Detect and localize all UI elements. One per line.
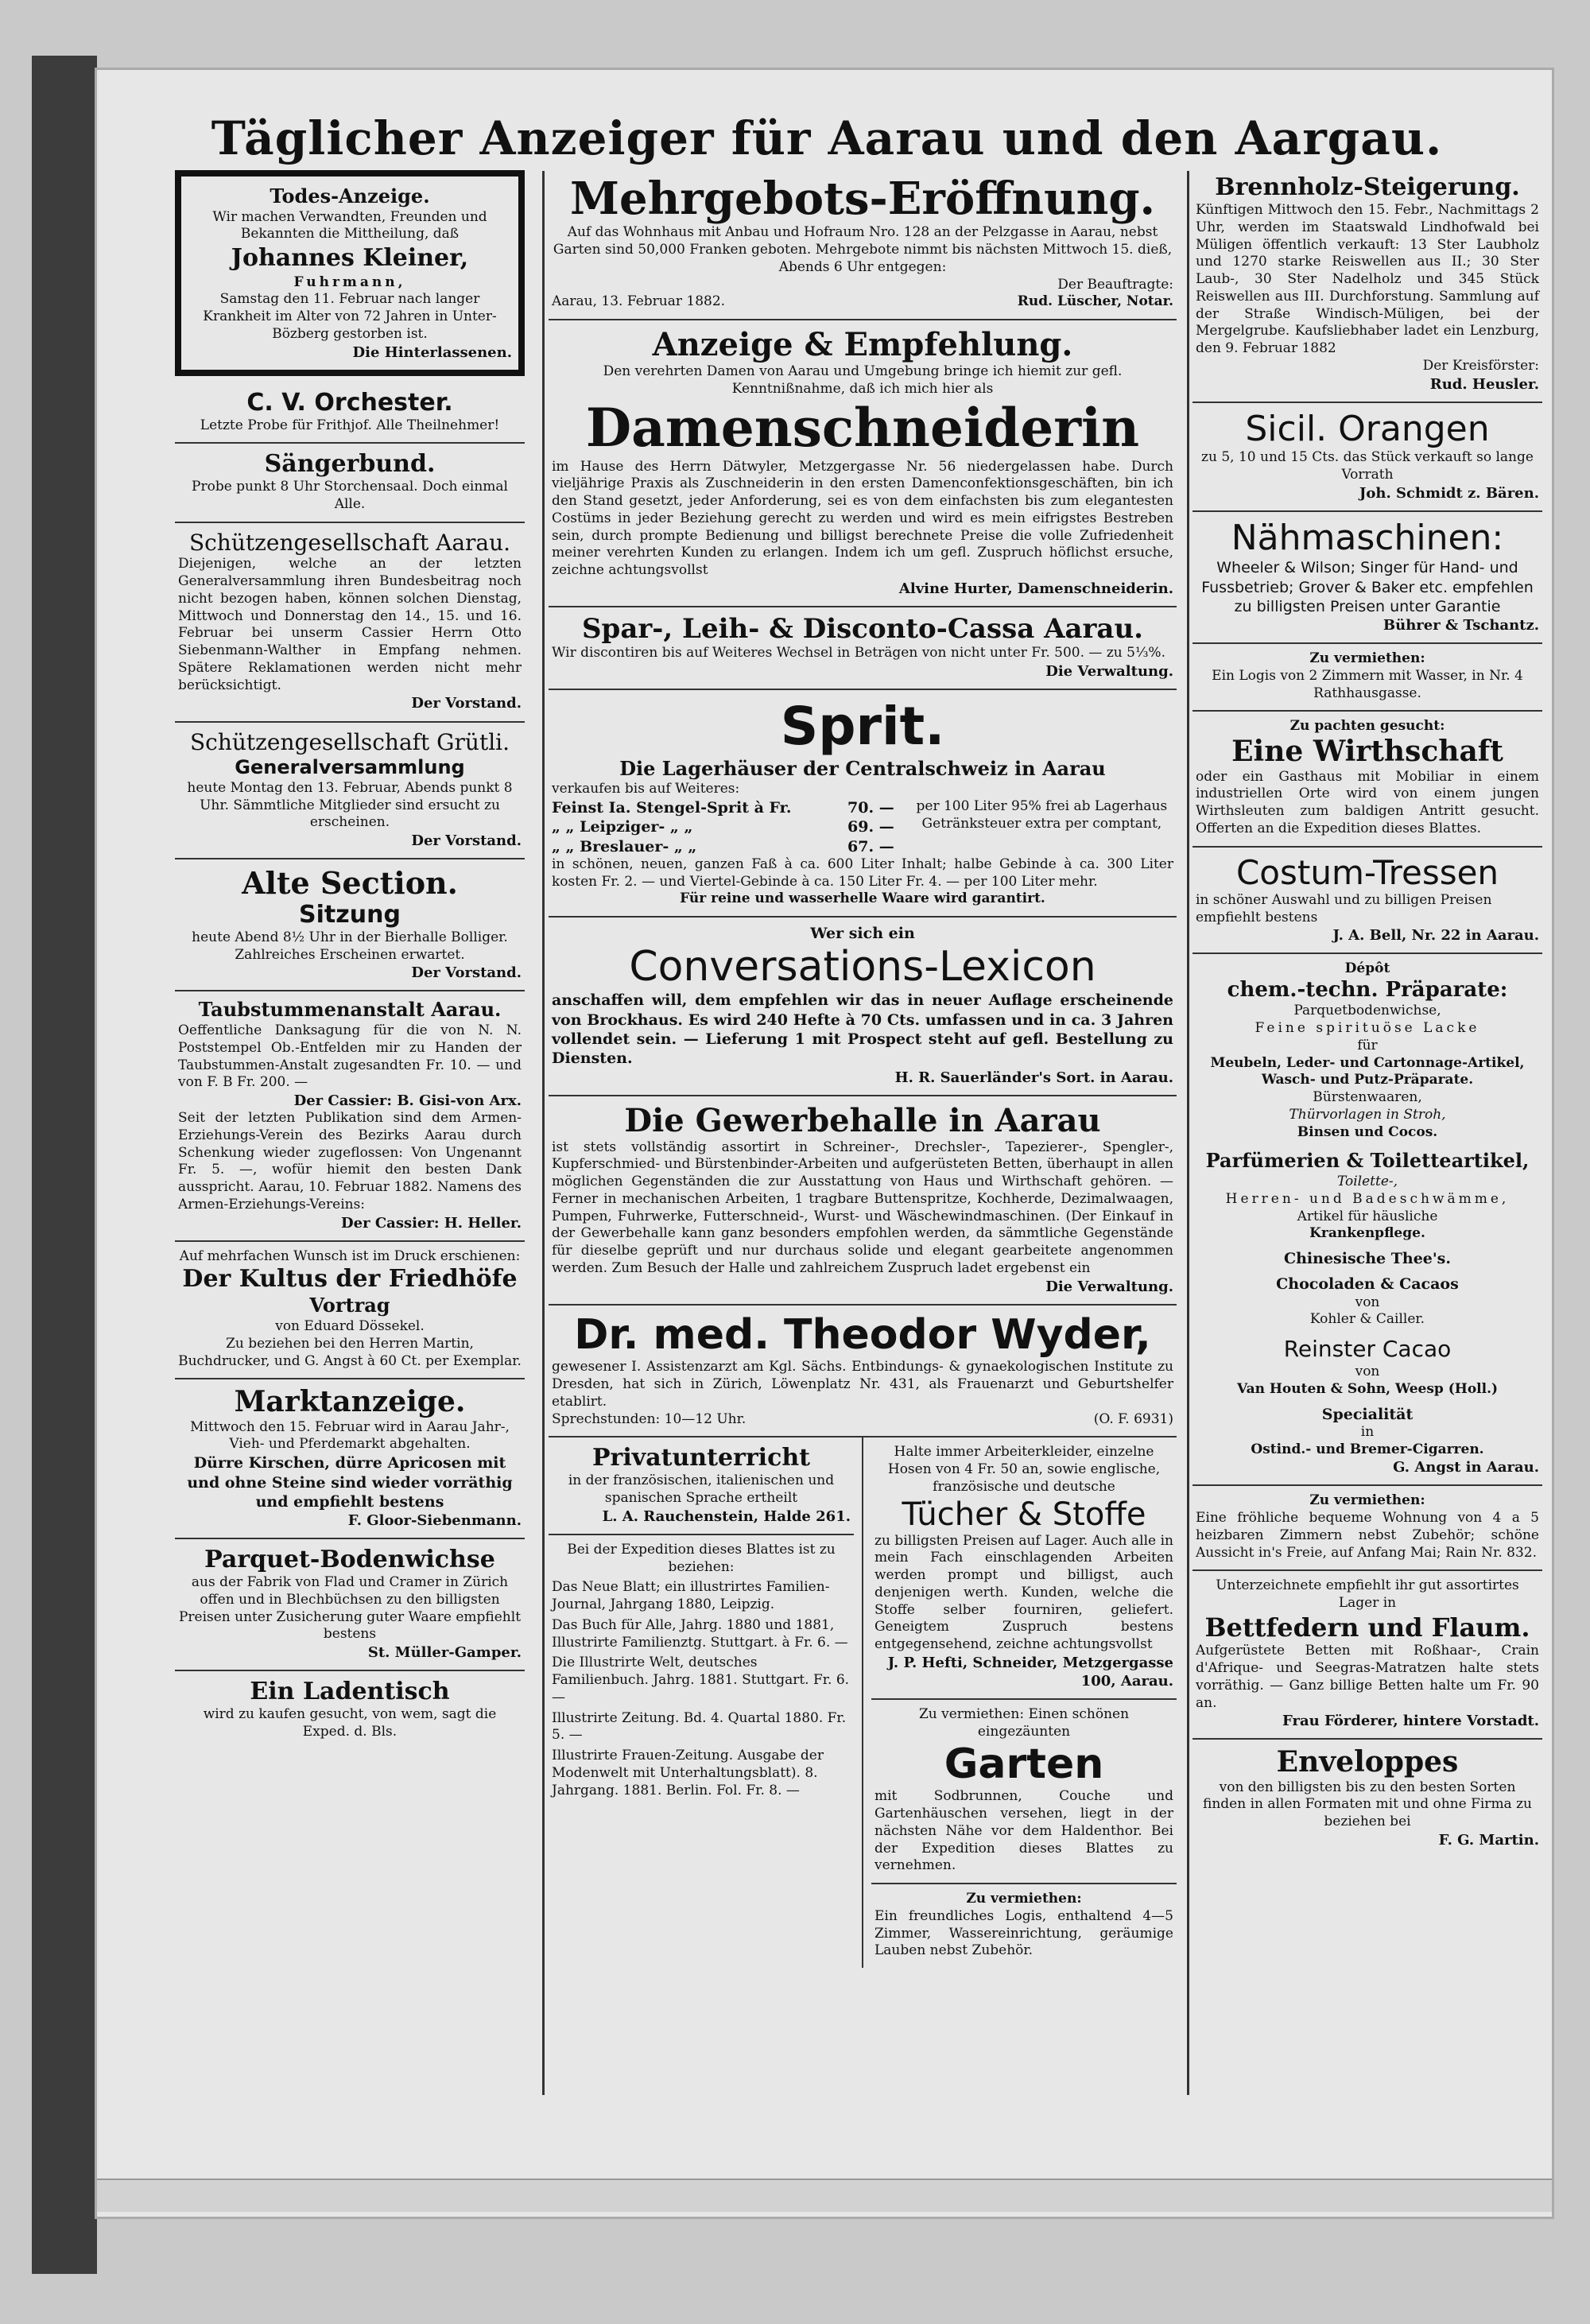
doctor-footer (552, 1411, 1173, 1429)
garden-notice (871, 1700, 1177, 1884)
periodicals-item: Illustrirte Frauen-Zeitung. Ausgabe der Modenwelt mit Unterhaltungsblatt). 8. Jahrgang. 1881. Berlin. Fol. Fr. 8. — (552, 1748, 824, 1798)
cemetery-body: Zu beziehen bei den Herren Martin, Buchdrucker, und G. Angst à 60 Ct. per Exemplar. (178, 1335, 522, 1369)
apartment-body: Eine fröhliche bequeme Wohnung von 4 a 5 heizbaren Zimmern nebst Zubehör; schöne Aussicht in's Freie, auf Anfang Mai; Rain Nr. 832. (1196, 1510, 1539, 1561)
oranges-body: zu 5, 10 und 15 Cts. das Stück verkauft so lange Vorrath (1201, 449, 1534, 483)
depot-notice (1192, 954, 1542, 1486)
savings-bank-title: Spar-, Leih- & Disconto-Cassa Aarau. (582, 612, 1143, 645)
choir-body: Probe punkt 8 Uhr Storchensaal. Doch einmal Alle. (192, 479, 508, 513)
braid-body: in schöner Auswahl und zu billigen Preisen empfiehlt bestens (1196, 891, 1492, 925)
column-right (1192, 167, 1542, 1857)
firewood-signature: Rud. Heusler. (1429, 375, 1539, 393)
auction-title: Mehrgebots-Eröffnung. (569, 173, 1156, 225)
perfume-line: Krankenpflege. (1309, 1225, 1425, 1242)
auction-signature: Rud. Lüscher, Notar. (1017, 293, 1173, 310)
chocolate-by: von (1355, 1294, 1380, 1310)
gruetli-subtitle: Generalversammlung (235, 756, 465, 779)
market-bold: Dürre Kirschen, dürre Apricosen mit und ohne Steine sind wieder vorräthig und empfiehlt bestens (187, 1454, 513, 1511)
section-notice (175, 859, 525, 991)
floor-wax-signature: St. Müller-Gamper. (367, 1644, 522, 1662)
oranges-title: Sicil. Orangen (1245, 408, 1490, 449)
death-notice-body: Samstag den 11. Februar nach langer Krankheit im Alter von 72 Jahren in Unter-Bözberg gestorben ist. (203, 291, 497, 342)
auction-date: Aarau, 13. Februar 1882. (552, 293, 726, 310)
gruetli-signature: Der Vorstand. (411, 832, 522, 850)
section-subtitle: Sitzung (299, 900, 401, 929)
market-title: Marktanzeige. (234, 1385, 466, 1419)
flat-head: Zu vermiethen: (966, 1891, 1082, 1907)
cemetery-title: Der Kultus der Friedhöfe (182, 1265, 518, 1294)
market-notice (175, 1379, 525, 1539)
bedding-body: Aufgerüstete Betten mit Roßhaar-, Crain d'Afrique- und Seegras-Matratzen halte stets vorräthig. — Ganz billige Betten halte um Fr. 90 an. (1196, 1643, 1539, 1711)
spirit-row (552, 837, 894, 856)
perfume-line: Artikel für häusliche (1297, 1208, 1438, 1224)
doctor-hours: Sprechstunden: 10—12 Uhr. (552, 1410, 747, 1427)
spirit-row (552, 798, 894, 817)
perfume-line: Toilette-, (1336, 1174, 1398, 1190)
apartment-notice (1192, 1486, 1542, 1571)
savings-bank-notice (549, 607, 1177, 690)
orchestra-title: C. V. Orchester. (246, 388, 453, 417)
flat-notice (871, 1884, 1177, 1968)
death-notice-signature: Die Hinterlassenen. (352, 343, 512, 361)
braid-signature: J. A. Bell, Nr. 22 in Aarau. (1332, 927, 1539, 945)
auction-notice (549, 167, 1177, 320)
deaf-institute-notice (175, 991, 525, 1241)
depot-line: Binsen und Cocos. (1297, 1123, 1438, 1140)
dressmaker-notice (549, 320, 1177, 607)
doctor-code: (O. F. 6931) (1093, 1410, 1173, 1427)
spirit-note: per 100 Liter 95% frei ab Lagerhaus Getränksteuer extra per comptant, (916, 798, 1168, 832)
trade-hall-notice (549, 1096, 1177, 1306)
column-middle (549, 167, 1177, 1968)
periodicals-item: Illustrirte Zeitung. Bd. 4. Quartal 1880. Fr. 5. — (552, 1709, 847, 1744)
cloth-title: Tücher & Stoffe (902, 1496, 1146, 1533)
depot-head: Dépôt (1344, 960, 1390, 977)
spirit-intro: verkaufen bis auf Weiteres: (552, 781, 740, 797)
sewing-title: Nähmaschinen: (1231, 517, 1504, 558)
firewood-notice (1192, 167, 1542, 403)
middle-split-left (549, 1437, 863, 1968)
depot-line: für (1357, 1037, 1378, 1053)
dressmaker-big: Damenschneiderin (585, 396, 1140, 459)
depot-line: Meubeln, Leder- und Cartonnage-Artikel, (1210, 1054, 1525, 1071)
doctor-title: Dr. med. Theodor Wyder, (574, 1310, 1151, 1359)
cemetery-author: von Eduard Dössekel. (275, 1318, 425, 1335)
death-notice (175, 170, 525, 376)
envelopes-signature: F. G. Martin. (1438, 1831, 1539, 1849)
specialty-in: in (1360, 1423, 1375, 1440)
cemetery-lecture-notice (175, 1242, 525, 1380)
bedding-notice (1192, 1571, 1542, 1740)
depot-line: Thürvorlagen in Stroh, (1289, 1106, 1446, 1123)
trade-hall-title: Die Gewerbehalle in Aarau (624, 1101, 1101, 1139)
auction-body: Auf das Wohnhaus mit Anbau und Hofraum Nro. 128 an der Pelzgasse in Aarau, nebst Garten sind 50,000 Franken geboten. Mehrgebote nimmt bis nächsten Mittwoch 15. dieß, Abends 6 Uhr entgegen: (553, 224, 1173, 275)
savings-bank-signature: Die Verwaltung. (1045, 662, 1173, 680)
tea-line: Chinesische Thee's. (1283, 1250, 1451, 1268)
dressmaker-body: im Hause des Herrn Dätwyler, Metzgergasse Nr. 56 niedergelassen habe. Durch vieljährige Praxis als Zuschneiderin in den ersten Damenconfektionsgeschäften, bin ich den Stand gesetzt, jeder Anforderung, sei es von dem einfachsten bis zum elegantesten Costüms in jeder Beziehung gerecht zu werden und wird es mein eifrigstes Bestreben sein, durch prompte Bedienung und billigst berechnete Preise die volle Zufriedenheit meiner verehrten Kunden zu erlangen. Indem ich um gefl. Zuspruch höflichst ersuche, zeichne achtungsvollst (552, 458, 1173, 579)
shooting-club-signature: Der Vorstand. (411, 695, 522, 712)
cloth-notice (871, 1437, 1177, 1700)
spirit-rows (552, 798, 894, 856)
sewing-signature: Bührer & Tschantz. (1383, 617, 1539, 634)
counter-title: Ein Ladentisch (250, 1678, 450, 1706)
depot-title: chem.-techn. Präparate: (1227, 978, 1508, 1003)
periodicals-intro: Bei der Expedition dieses Blattes ist zu beziehen: (567, 1541, 836, 1575)
deaf-institute-body2: Seit der letzten Publikation sind dem Armen-Erziehungs-Verein des Bezirks Aarau durch Schenkung wieder zugeflossen: Von Ungenannt Fr. 5. —, wofür hiemit den besten Dank ausspricht. Aarau, 10. Februar 1882. Namens des Armen-Erziehungs-Vereins: (178, 1110, 522, 1212)
garden-body: mit Sodbrunnen, Couche und Gartenhäuschen versehen, liegt in der nächsten Nähe vor dem Haldenthor. Bei der Expedition dieses Blattes zu vernehmen. (874, 1788, 1173, 1874)
garden-intro: Zu vermiethen: Einen schönen eingezäunten (918, 1706, 1130, 1740)
envelopes-notice (1192, 1740, 1542, 1857)
braid-title: Costum-Tressen (1235, 852, 1499, 892)
sewing-body: Wheeler & Wilson; Singer für Hand- und Fussbetrieb; Grover & Baker etc. empfehlen zu billigsten Preisen unter Garantie (1201, 559, 1534, 615)
floor-wax-title: Parquet-Bodenwichse (204, 1546, 495, 1574)
lodging-body: Ein Logis von 2 Zimmern mit Wasser, in Nr. 4 Rathhausgasse. (1212, 667, 1523, 701)
lexicon-body: anschaffen will, dem empfehlen wir das in neuer Auflage erscheinende von Brockhaus. Es wird 240 Hefte à 70 Cts. umfassen und in ca. 3 Jahren vollendet sein. — Lieferung 1 mit Prospect steht auf gefl. Bestellung zu Diensten. (552, 991, 1173, 1068)
oranges-notice (1192, 403, 1542, 512)
shooting-club-body: Diejenigen, welche an der letzten Generalversammlung ihren Bundesbeitrag noch nicht bezogen haben, können solchen Dienstag, Mittwoch und Donnerstag den 14., 15. und 16. Februar bei unserm Cassier Herrn Otto Siebenmann-Walther in Empfang nehmen. Spätere Reklamationen werden nicht mehr berücksichtigt. (178, 556, 522, 693)
spirit-row-label: Feinst Ia. Stengel-Sprit à Fr. (552, 799, 792, 817)
spirit-row-label: „ „ Leipziger- „ „ (552, 818, 693, 836)
periodicals-notice (549, 1535, 854, 1808)
column-left (175, 167, 525, 1749)
market-body: Mittwoch den 15. Februar wird in Aarau Jahr-, Vieh- und Pferdemarkt abgehalten. (190, 1418, 510, 1453)
spirit-row-price: 69. — (847, 818, 894, 836)
counter-body: wird zu kaufen gesucht, von wem, sagt die Exped. d. Bls. (203, 1706, 497, 1740)
firewood-title: Brennholz-Steigerung. (1215, 173, 1520, 201)
oranges-signature: Joh. Schmidt z. Bären. (1359, 484, 1539, 502)
spirit-guarantee: Für reine und wasserhelle Waare wird garantirt. (680, 890, 1045, 907)
savings-bank-body: Wir discontiren bis auf Weiteres Wechsel in Beträgen von nicht unter Fr. 500. — zu 5⅓%. (552, 644, 1165, 661)
specialty-body: Ostind.- und Bremer-Cigarren. (1251, 1441, 1484, 1457)
tutoring-signature: L. A. Rauchenstein, Halde 261. (602, 1507, 851, 1525)
inn-head: Zu pachten gesucht: (1289, 718, 1445, 735)
specialty-line: Specialität (1321, 1405, 1414, 1423)
middle-split-right (863, 1437, 1177, 1968)
choir-notice (175, 444, 525, 523)
death-notice-title: Todes-Anzeige. (270, 184, 430, 208)
auction-footer (552, 293, 1173, 311)
periodicals-item: Die Illustrirte Welt, deutsches Familienbuch. Jahrg. 1881. Stuttgart. Fr. 6. — (552, 1655, 850, 1705)
lexicon-notice (549, 918, 1177, 1096)
gruetli-notice (175, 723, 525, 860)
spirit-body: in schönen, neuen, ganzen Faß à ca. 600 Liter Inhalt; halbe Gebinde à ca. 300 Liter kosten Fr. 2. — und Viertel-Gebinde à ca. 150 Liter Fr. 4. — per 100 Liter mehr. (552, 855, 1173, 890)
inn-title: Eine Wirthschaft (1231, 735, 1503, 769)
braid-notice (1192, 848, 1542, 955)
spirit-pricelist (552, 798, 1173, 856)
column-rule-1 (542, 171, 545, 2095)
bedding-signature: Frau Förderer, hintere Vorstadt. (1282, 1713, 1539, 1730)
depot-line: Feine spirituöse Lacke (1255, 1020, 1480, 1037)
deaf-institute-body1: Oeffentliche Danksagung für die von N. N. Poststempel Ob.-Entfelden mir zu Handen der Taubstummen-Anstalt zugesandten Fr. 10. — und von F. B Fr. 200. — (178, 1022, 522, 1091)
doctor-body: gewesener I. Assistenzarzt am Kgl. Sächs. Entbindungs- & gynaekologischen Institute zu Dresden, hat sich in Zürich, Löwenplatz Nr. 431, als Frauenarzt und Geburtshelfer etablirt. (552, 1359, 1173, 1410)
garden-title: Garten (944, 1740, 1104, 1788)
deaf-institute-title: Taubstummenanstalt Aarau. (198, 998, 502, 1022)
apartment-head: Zu vermiethen: (1309, 1492, 1425, 1509)
lexicon-intro: Wer sich ein (810, 925, 915, 943)
section-signature: Der Vorstand. (411, 964, 522, 982)
dressmaker-title: Anzeige & Empfehlung. (652, 326, 1073, 364)
lexicon-signature: H. R. Sauerländer's Sort. in Aarau. (894, 1069, 1173, 1086)
flat-body: Ein freundliches Logis, enthaltend 4—5 Zimmer, Wassereinrichtung, geräumige Lauben nebst Zubehör. (874, 1907, 1173, 1959)
spirit-row-label: „ „ Breslauer- „ „ (552, 837, 697, 855)
gruetli-body: heute Montag den 13. Februar, Abends punkt 8 Uhr. Sämmtliche Mitglieder sind ersucht zu erscheinen. (187, 779, 513, 831)
shooting-club-title: Schützengesellschaft Aarau. (188, 529, 511, 556)
firewood-role: Der Kreisförster: (1422, 357, 1539, 374)
tutoring-body: in der französischen, italienischen und spanischen Sprache ertheilt (568, 1472, 835, 1507)
cacao-by: von (1355, 1364, 1380, 1380)
lodging-notice (1192, 644, 1542, 712)
firewood-body: Künftigen Mittwoch den 15. Febr., Nachmittags 2 Uhr, werden im Staatswald Lindhofwald bei Müligen öffentlich verkauft: 13 Ster Laubholz und 1270 starke Reiswellen aus II.; 30 Ster Laub-, 30 Ster Nadelholz und 345 Stück Reiswellen aus III. Durchforstung. Sammlung auf der Straße Windisch-Müligen, bei der Mergelgrube. Kaufsliebhaber ladet ein Lenzburg, den 9. Februar 1882 (1196, 202, 1539, 356)
bedding-title: Bettfedern und Flaum. (1204, 1612, 1530, 1643)
spirit-row-price: 67. — (847, 837, 894, 855)
death-notice-name: Johannes Kleiner, (231, 244, 469, 273)
cemetery-intro: Auf mehrfachen Wunsch ist im Druck erschienen: (179, 1247, 521, 1264)
page-fold (97, 2179, 1552, 2212)
spirit-title: Sprit. (780, 695, 945, 757)
bedding-intro: Unterzeichnete empfiehlt ihr gut assortirtes Lager in (1216, 1577, 1519, 1612)
section-title: Alte Section. (242, 865, 458, 902)
floor-wax-body: aus der Fabrik von Flad und Cramer in Zürich offen und in Blechbüchsen zu den billigsten Preisen unter Zusicherung guter Waare empfiehlt bestens (178, 1574, 522, 1643)
trade-hall-body: ist stets vollständig assortirt in Schreiner-, Drechsler-, Tapezierer-, Spengler-, Kupferschmied- und Bürstenbinder-Arbeiten und aufgerüsteten Betten, überhaupt in allen möglichen Gegenständen die zur Ausstattung von Haus und Wirthschaft gehören. — Ferner in mechanischen Arbeiten, 1 tragbare Buttenspritze, Kochherde, Dezimalwaagen, Pumpen, Fuhrwerke, Futterschneid-, Wurst- und Wäschewindmaschinen. (Der Einkauf in der Gewerbehalle kann ganz besonders empfohlen werden, da sämmtliche Gegenstände für dieselbe geprüft und nur durchaus solide und elegant gearbeitete angenommen werden. Zum Besuch der Halle und zahlreichem Zuspruch ladet ergebenst ein (552, 1139, 1173, 1276)
depot-line: Parquetbodenwichse, (1293, 1003, 1441, 1019)
scan-edge (32, 56, 97, 2274)
lodging-head: Zu vermiethen: (1309, 650, 1425, 667)
shooting-club-notice (175, 523, 525, 723)
cacao-line: Reinster Cacao (1283, 1336, 1452, 1363)
perfume-line: Herren- und Badeschwämme, (1225, 1190, 1510, 1207)
cemetery-subtitle: Vortrag (309, 1294, 390, 1317)
cloth-signature: J. P. Hefti, Schneider, Metzgergasse 100, Aarau. (887, 1654, 1173, 1690)
spirit-row-price: 70. — (847, 799, 894, 817)
lexicon-title: Conversations-Lexicon (629, 942, 1096, 991)
envelopes-title: Enveloppes (1276, 1745, 1459, 1779)
depot-line: Wasch- und Putz-Präparate. (1261, 1072, 1474, 1088)
doctor-notice (549, 1306, 1177, 1438)
depot-signature: G. Angst in Aarau. (1393, 1459, 1539, 1476)
cloth-intro: Halte immer Arbeiterkleider, einzelne Hosen von 4 Fr. 50 an, sowie englische, französische und deutsche (887, 1444, 1161, 1495)
tutoring-title: Privatunterricht (592, 1444, 810, 1472)
column-rule-2 (1187, 171, 1189, 2095)
deaf-institute-signature2: Der Cassier: H. Heller. (341, 1214, 522, 1232)
cloth-body: zu billigsten Preisen auf Lager. Auch alle in mein Fach einschlagenden Arbeiten werden prompt und billigst, auch denjenigen werth. Kunden, welche die Stoffe selber fourniren, geliefert. Geneigtem Zuspruch bestens entgegensehend, zeichne achtungsvollst (874, 1532, 1173, 1653)
auction-role: Der Beauftragte: (1057, 276, 1173, 293)
perfume-title: Parfümerien & Toiletteartikel, (1205, 1149, 1530, 1173)
deaf-institute-signature1: Der Cassier: B. Gisi-von Arx. (293, 1092, 522, 1110)
inn-notice (1192, 712, 1542, 847)
masthead-title: Täglicher Anzeiger für Aarau und den Aargau. (211, 111, 1443, 165)
periodicals-item: Das Neue Blatt; ein illustrirtes Familien-Journal, Jahrgang 1880, Leipzig. (552, 1579, 830, 1613)
gruetli-title: Schützengesellschaft Grütli. (189, 728, 510, 755)
sewing-machines-notice (1192, 512, 1542, 645)
spirit-notice (549, 690, 1177, 918)
section-body: heute Abend 8½ Uhr in der Bierhalle Bolliger. Zahlreiches Erscheinen erwartet. (192, 929, 508, 963)
choir-title: Sängerbund. (264, 450, 436, 479)
orchestra-notice (175, 382, 525, 444)
envelopes-body: von den billigsten bis zu den besten Sorten finden in allen Formaten mit und ohne Firma zu beziehen bei (1202, 1779, 1533, 1830)
spirit-subtitle: Die Lagerhäuser der Centralschweiz in Aarau (619, 756, 1106, 780)
trade-hall-signature: Die Verwaltung. (1045, 1278, 1173, 1295)
market-signature: F. Gloor-Siebenmann. (347, 1512, 522, 1530)
dressmaker-intro: Den verehrten Damen von Aarau und Umgebung bringe ich hiemit zur gefl. Kenntnißnahme, daß ich mich hier als (603, 363, 1123, 397)
inn-body: oder ein Gasthaus mit Mobiliar in einem industriellen Orte wird von einem jungen Wirthsleuten zum baldigen Antritt gesucht. Offerten an die Expedition dieses Blattes. (1196, 768, 1539, 836)
chocolate-line: Chocoladen & Cacaos (1276, 1275, 1459, 1294)
death-notice-intro: Wir machen Verwandten, Freunden und Bekannten die Mittheilung, daß (212, 208, 487, 242)
periodicals-item: Das Buch für Alle, Jahrg. 1880 und 1881, Illustrirte Familienztg. Stuttgart. à Fr. 6. — (552, 1616, 848, 1651)
spirit-row (552, 817, 894, 836)
cacao-firm: Van Houten & Sohn, Weesp (Holl.) (1236, 1380, 1499, 1397)
dressmaker-signature: Alvine Hurter, Damenschneiderin. (898, 580, 1173, 597)
orchestra-body: Letzte Probe für Frithjof. Alle Theilnehmer! (200, 417, 500, 433)
death-notice-occupation: Fuhrmann, (293, 274, 406, 290)
floor-wax-notice (175, 1539, 525, 1671)
middle-split (549, 1437, 1177, 1968)
counter-notice (175, 1671, 525, 1749)
depot-line: Bürstenwaaren, (1313, 1089, 1422, 1106)
tutoring-notice (549, 1437, 854, 1535)
chocolate-firm: Kohler & Cailler. (1309, 1311, 1425, 1328)
